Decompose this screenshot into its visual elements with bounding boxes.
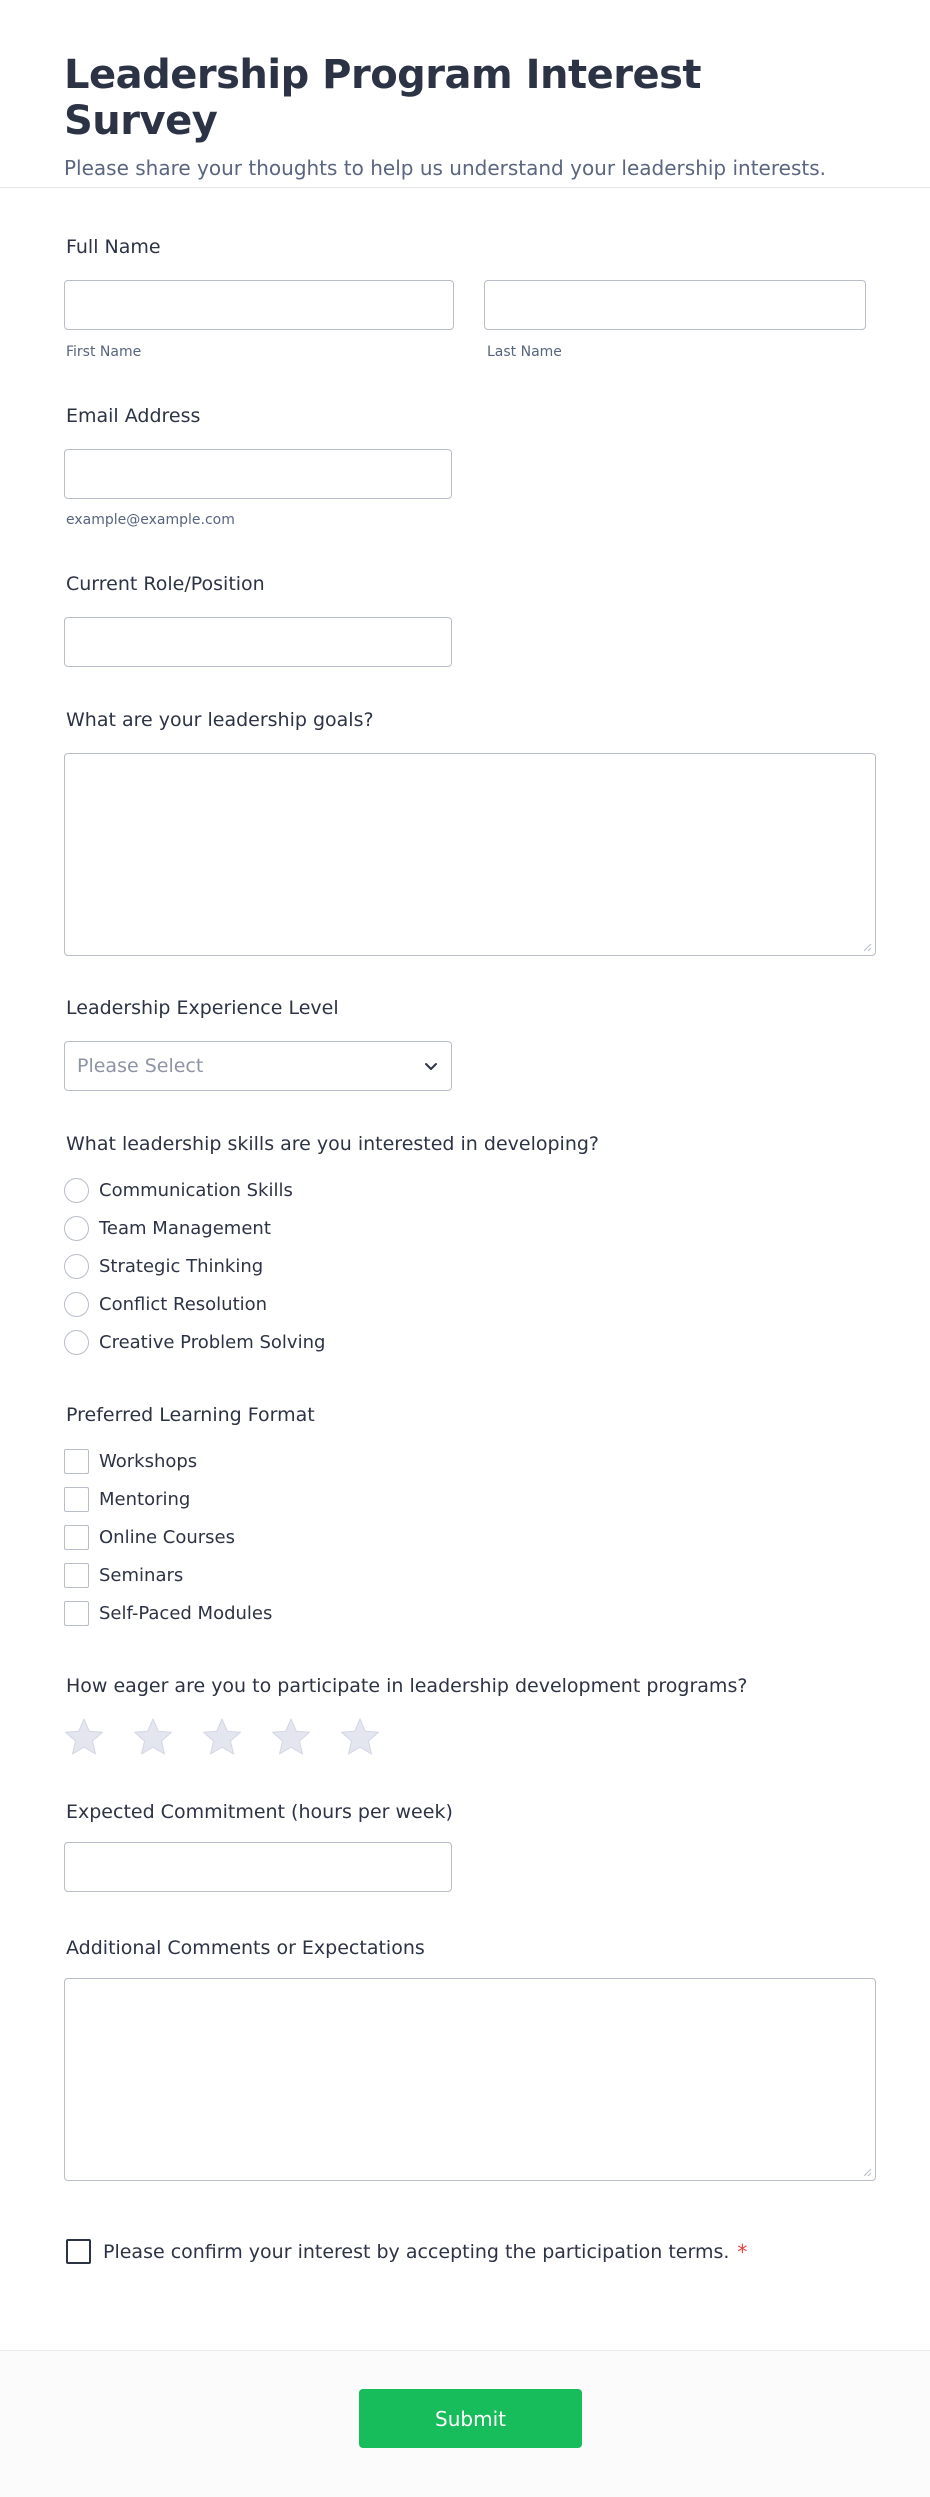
star-rating: [64, 1717, 380, 1757]
goals-textarea[interactable]: [64, 753, 876, 956]
form-footer: [0, 2350, 930, 2497]
form-header: [0, 0, 930, 188]
terms-text: Please confirm your interest by accepting the participation terms.: [103, 2240, 730, 2263]
role-input[interactable]: [64, 617, 452, 667]
first-name-sublabel: First Name: [66, 344, 142, 360]
commitment-field: [64, 1801, 866, 1901]
email-sublabel: example@example.com: [66, 512, 235, 528]
submit-button[interactable]: Submit: [359, 2389, 582, 2448]
star-icon[interactable]: [133, 1717, 173, 1757]
terms-checkbox[interactable]: [66, 2239, 91, 2264]
radio-button[interactable]: [64, 1292, 89, 1317]
comments-field: [64, 1937, 866, 2187]
experience-select-value: Please Select: [77, 1055, 204, 1077]
skills-option[interactable]: [64, 1175, 293, 1205]
comments-label: Additional Comments or Expectations: [66, 1937, 425, 1959]
format-option-label: Self-Paced Modules: [99, 1602, 273, 1624]
star-icon[interactable]: [64, 1717, 104, 1757]
last-name-sublabel: Last Name: [487, 344, 562, 360]
skills-label: What leadership skills are you interested in developing?: [66, 1133, 600, 1155]
first-name-input[interactable]: [64, 280, 454, 330]
checkbox[interactable]: [64, 1563, 89, 1588]
email-field: [64, 405, 866, 535]
experience-field: [64, 997, 866, 1097]
checkbox[interactable]: [64, 1487, 89, 1512]
skills-option-label: Conflict Resolution: [99, 1293, 268, 1315]
format-option[interactable]: [64, 1522, 235, 1552]
star-icon[interactable]: [271, 1717, 311, 1757]
role-field: [64, 573, 866, 673]
star-icon[interactable]: [202, 1717, 242, 1757]
radio-button[interactable]: [64, 1254, 89, 1279]
eagerness-field: [64, 1675, 866, 1765]
chevron-down-icon: [423, 1058, 439, 1074]
skills-option-label: Team Management: [99, 1217, 271, 1239]
resize-grip-icon[interactable]: [862, 2167, 872, 2177]
radio-button[interactable]: [64, 1330, 89, 1355]
format-option[interactable]: [64, 1598, 272, 1628]
terms-checkbox-row[interactable]: [66, 2239, 747, 2264]
format-option[interactable]: [64, 1560, 183, 1590]
skills-option-label: Creative Problem Solving: [99, 1331, 326, 1353]
email-input[interactable]: [64, 449, 452, 499]
resize-grip-icon[interactable]: [862, 942, 872, 952]
format-option[interactable]: [64, 1484, 190, 1514]
radio-button[interactable]: [64, 1178, 89, 1203]
goals-label: What are your leadership goals?: [66, 709, 374, 731]
required-indicator: *: [737, 2239, 748, 2264]
experience-label: Leadership Experience Level: [66, 997, 339, 1019]
commitment-input[interactable]: [64, 1842, 452, 1892]
format-option-label: Seminars: [99, 1564, 184, 1586]
format-option-label: Online Courses: [99, 1526, 236, 1548]
star-icon[interactable]: [340, 1717, 380, 1757]
full-name-field: [64, 236, 866, 366]
skills-field: [64, 1133, 866, 1373]
skills-option-label: Strategic Thinking: [99, 1255, 264, 1277]
format-option-label: Mentoring: [99, 1488, 191, 1510]
comments-textarea[interactable]: [64, 1978, 876, 2181]
checkbox[interactable]: [64, 1525, 89, 1550]
last-name-input[interactable]: [484, 280, 866, 330]
page-subtitle: Please share your thoughts to help us understand your leadership interests.: [64, 156, 826, 180]
goals-field: [64, 709, 866, 959]
format-label: Preferred Learning Format: [66, 1404, 315, 1426]
skills-option[interactable]: [64, 1327, 325, 1357]
checkbox[interactable]: [64, 1449, 89, 1474]
commitment-label: Expected Commitment (hours per week): [66, 1801, 453, 1823]
checkbox[interactable]: [64, 1601, 89, 1626]
skills-option[interactable]: [64, 1251, 263, 1281]
page-title: Leadership Program Interest Survey: [64, 52, 702, 144]
format-field: [64, 1404, 866, 1644]
experience-select[interactable]: [64, 1041, 452, 1091]
email-label: Email Address: [66, 405, 201, 427]
eagerness-label: How eager are you to participate in leadership development programs?: [66, 1675, 748, 1697]
skills-option[interactable]: [64, 1213, 271, 1243]
format-option-label: Workshops: [99, 1450, 198, 1472]
skills-option-label: Communication Skills: [99, 1179, 293, 1201]
role-label: Current Role/Position: [66, 573, 265, 595]
radio-button[interactable]: [64, 1216, 89, 1241]
skills-option[interactable]: [64, 1289, 267, 1319]
full-name-label: Full Name: [66, 236, 161, 258]
format-option[interactable]: [64, 1446, 197, 1476]
